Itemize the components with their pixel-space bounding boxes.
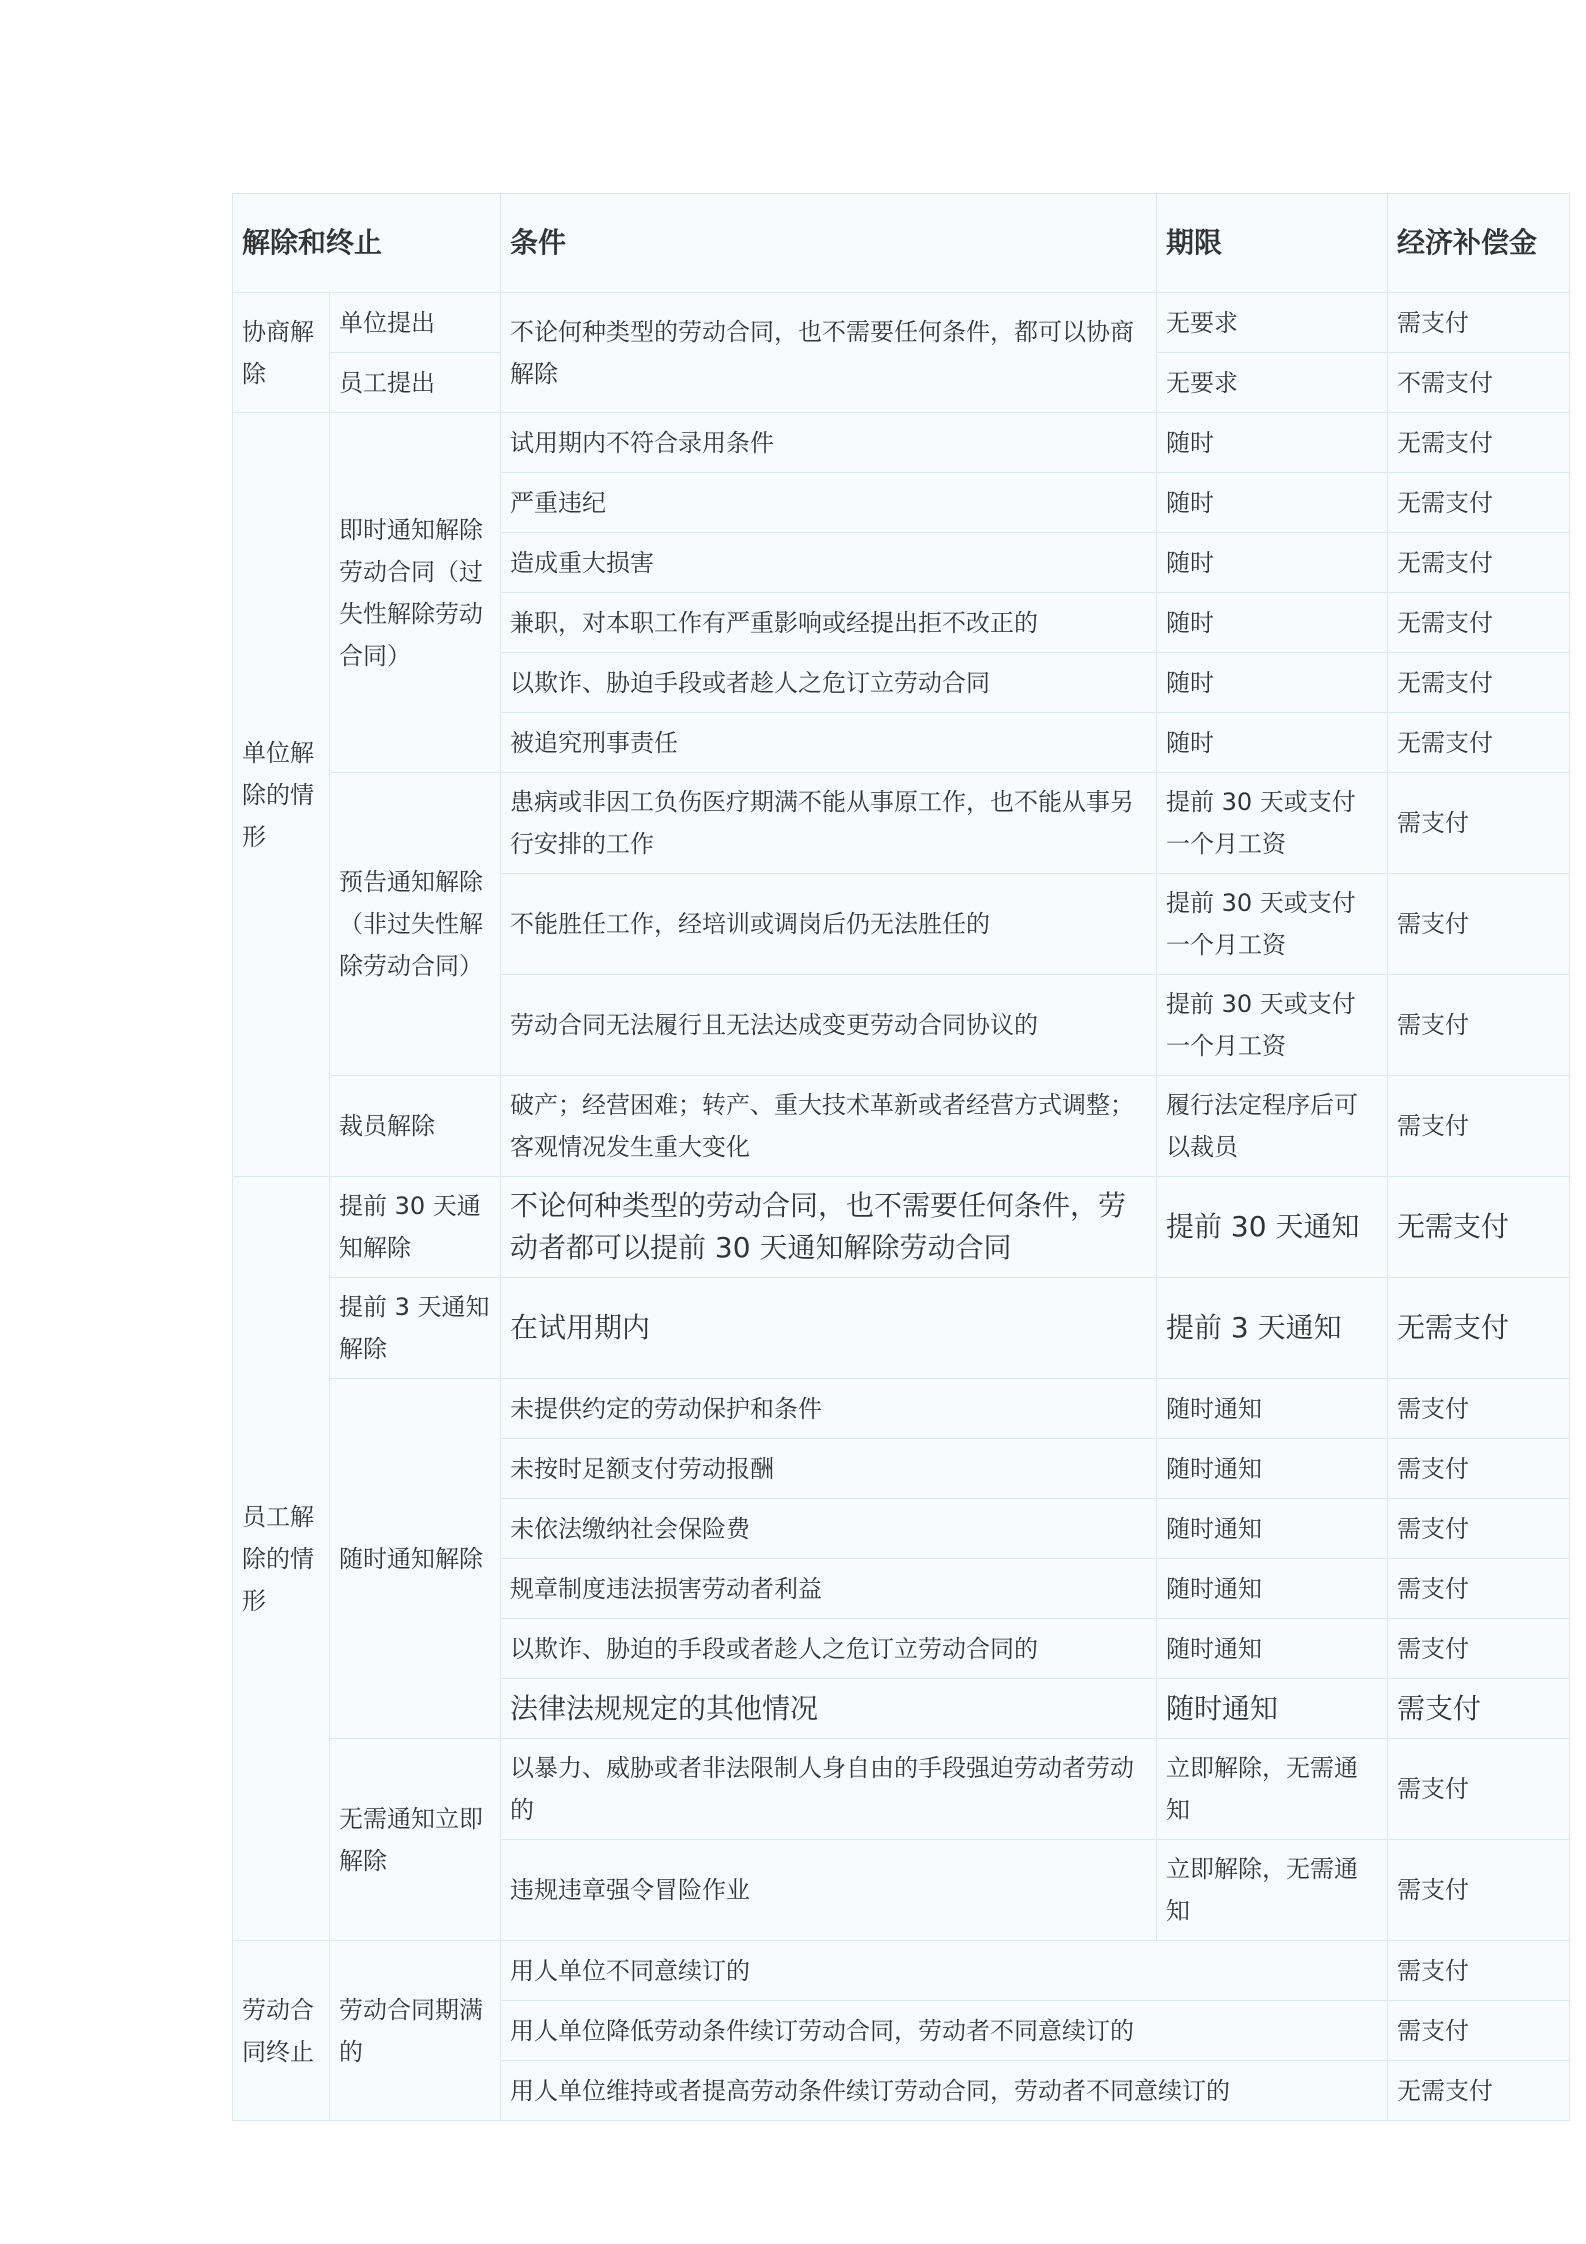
condition-cell: 未按时足额支付劳动报酬 xyxy=(501,1439,1157,1499)
condition-cell: 破产；经营困难；转产、重大技术革新或者经营方式调整；客观情况发生重大变化 xyxy=(501,1076,1157,1177)
category-cell: 员工解除的情形 xyxy=(233,1177,330,1941)
compensation-cell: 需支付 xyxy=(1388,1559,1570,1619)
condition-cell: 规章制度违法损害劳动者利益 xyxy=(501,1559,1157,1619)
header-row xyxy=(233,194,1570,293)
subcategory-cell: 无需通知立即解除 xyxy=(330,1739,501,1941)
compensation-cell: 无需支付 xyxy=(1388,593,1570,653)
period-cell: 提前 3 天通知 xyxy=(1157,1278,1388,1379)
period-cell: 随时 xyxy=(1157,713,1388,773)
compensation-cell: 无需支付 xyxy=(1388,533,1570,593)
compensation-cell: 需支付 xyxy=(1388,1379,1570,1439)
condition-cell: 试用期内不符合录用条件 xyxy=(501,413,1157,473)
condition-cell: 严重违纪 xyxy=(501,473,1157,533)
table-row xyxy=(233,1941,1570,2001)
compensation-cell: 无需支付 xyxy=(1388,473,1570,533)
compensation-cell: 需支付 xyxy=(1388,1941,1570,2001)
subcategory-cell: 员工提出 xyxy=(330,353,501,413)
header-cell: 经济补偿金 xyxy=(1388,194,1570,293)
table-row xyxy=(233,1278,1570,1379)
period-cell: 提前 30 天或支付一个月工资 xyxy=(1157,975,1388,1076)
period-cell: 立即解除，无需通知 xyxy=(1157,1840,1388,1941)
condition-cell: 被追究刑事责任 xyxy=(501,713,1157,773)
subcategory-cell: 提前 3 天通知解除 xyxy=(330,1278,501,1379)
subcategory-cell: 提前 30 天通知解除 xyxy=(330,1177,501,1278)
condition-cell: 未依法缴纳社会保险费 xyxy=(501,1499,1157,1559)
subcategory-cell: 单位提出 xyxy=(330,293,501,353)
compensation-cell: 需支付 xyxy=(1388,1439,1570,1499)
compensation-cell: 需支付 xyxy=(1388,2001,1570,2061)
period-cell: 随时通知 xyxy=(1157,1499,1388,1559)
table-row xyxy=(233,773,1570,874)
period-cell: 随时通知 xyxy=(1157,1379,1388,1439)
termination-table xyxy=(232,193,1570,2121)
condition-cell: 以暴力、威胁或者非法限制人身自由的手段强迫劳动者劳动的 xyxy=(501,1739,1157,1840)
subcategory-cell: 裁员解除 xyxy=(330,1076,501,1177)
compensation-cell: 需支付 xyxy=(1388,1076,1570,1177)
subcategory-cell: 预告通知解除（非过失性解除劳动合同） xyxy=(330,773,501,1076)
condition-cell: 法律法规规定的其他情况 xyxy=(501,1679,1157,1739)
table-row xyxy=(233,1076,1570,1177)
period-cell: 随时通知 xyxy=(1157,1619,1388,1679)
subcategory-cell: 劳动合同期满的 xyxy=(330,1941,501,2121)
compensation-cell: 需支付 xyxy=(1388,293,1570,353)
compensation-cell: 需支付 xyxy=(1388,773,1570,874)
condition-cell: 劳动合同无法履行且无法达成变更劳动合同协议的 xyxy=(501,975,1157,1076)
compensation-cell: 无需支付 xyxy=(1388,2061,1570,2121)
compensation-cell: 需支付 xyxy=(1388,1619,1570,1679)
period-cell: 随时通知 xyxy=(1157,1679,1388,1739)
period-cell: 提前 30 天或支付一个月工资 xyxy=(1157,874,1388,975)
period-cell: 提前 30 天通知 xyxy=(1157,1177,1388,1278)
compensation-cell: 需支付 xyxy=(1388,975,1570,1076)
period-cell: 无要求 xyxy=(1157,293,1388,353)
period-cell: 提前 30 天或支付一个月工资 xyxy=(1157,773,1388,874)
condition-cell: 造成重大损害 xyxy=(501,533,1157,593)
table-row xyxy=(233,1379,1570,1439)
period-cell: 随时 xyxy=(1157,473,1388,533)
table-row xyxy=(233,293,1570,353)
condition-cell: 未提供约定的劳动保护和条件 xyxy=(501,1379,1157,1439)
period-cell: 随时 xyxy=(1157,413,1388,473)
condition-cell: 以欺诈、胁迫手段或者趁人之危订立劳动合同 xyxy=(501,653,1157,713)
compensation-cell: 无需支付 xyxy=(1388,1177,1570,1278)
compensation-cell: 需支付 xyxy=(1388,1739,1570,1840)
subcategory-cell: 即时通知解除劳动合同（过失性解除劳动合同） xyxy=(330,413,501,773)
table-row xyxy=(233,1177,1570,1278)
subcategory-cell: 随时通知解除 xyxy=(330,1379,501,1739)
period-cell: 随时 xyxy=(1157,653,1388,713)
header-cell: 条件 xyxy=(501,194,1157,293)
condition-cell: 不论何种类型的劳动合同，也不需要任何条件，都可以协商解除 xyxy=(501,293,1157,413)
compensation-cell: 无需支付 xyxy=(1388,713,1570,773)
condition-cell: 违规违章强令冒险作业 xyxy=(501,1840,1157,1941)
table-row xyxy=(233,413,1570,473)
header-cell: 期限 xyxy=(1157,194,1388,293)
condition-cell: 用人单位维持或者提高劳动条件续订劳动合同，劳动者不同意续订的 xyxy=(501,2061,1388,2121)
period-cell: 随时通知 xyxy=(1157,1559,1388,1619)
header-cell: 解除和终止 xyxy=(233,194,501,293)
condition-cell: 患病或非因工负伤医疗期满不能从事原工作，也不能从事另行安排的工作 xyxy=(501,773,1157,874)
compensation-cell: 不需支付 xyxy=(1388,353,1570,413)
table-row xyxy=(233,1739,1570,1840)
condition-cell: 用人单位降低劳动条件续订劳动合同，劳动者不同意续订的 xyxy=(501,2001,1388,2061)
period-cell: 随时 xyxy=(1157,593,1388,653)
period-cell: 无要求 xyxy=(1157,353,1388,413)
compensation-cell: 需支付 xyxy=(1388,1679,1570,1739)
compensation-cell: 需支付 xyxy=(1388,874,1570,975)
compensation-cell: 无需支付 xyxy=(1388,653,1570,713)
period-cell: 履行法定程序后可以裁员 xyxy=(1157,1076,1388,1177)
compensation-cell: 无需支付 xyxy=(1388,1278,1570,1379)
condition-cell: 兼职，对本职工作有严重影响或经提出拒不改正的 xyxy=(501,593,1157,653)
condition-cell: 不论何种类型的劳动合同，也不需要任何条件，劳动者都可以提前 30 天通知解除劳动合同 xyxy=(501,1177,1157,1278)
compensation-cell: 无需支付 xyxy=(1388,413,1570,473)
period-cell: 立即解除，无需通知 xyxy=(1157,1739,1388,1840)
category-cell: 劳动合同终止 xyxy=(233,1941,330,2121)
condition-cell: 在试用期内 xyxy=(501,1278,1157,1379)
condition-cell: 用人单位不同意续订的 xyxy=(501,1941,1388,2001)
compensation-cell: 需支付 xyxy=(1388,1840,1570,1941)
category-cell: 单位解除的情形 xyxy=(233,413,330,1177)
category-cell: 协商解除 xyxy=(233,293,330,413)
period-cell: 随时 xyxy=(1157,533,1388,593)
condition-cell: 以欺诈、胁迫的手段或者趁人之危订立劳动合同的 xyxy=(501,1619,1157,1679)
period-cell: 随时通知 xyxy=(1157,1439,1388,1499)
condition-cell: 不能胜任工作，经培训或调岗后仍无法胜任的 xyxy=(501,874,1157,975)
compensation-cell: 需支付 xyxy=(1388,1499,1570,1559)
